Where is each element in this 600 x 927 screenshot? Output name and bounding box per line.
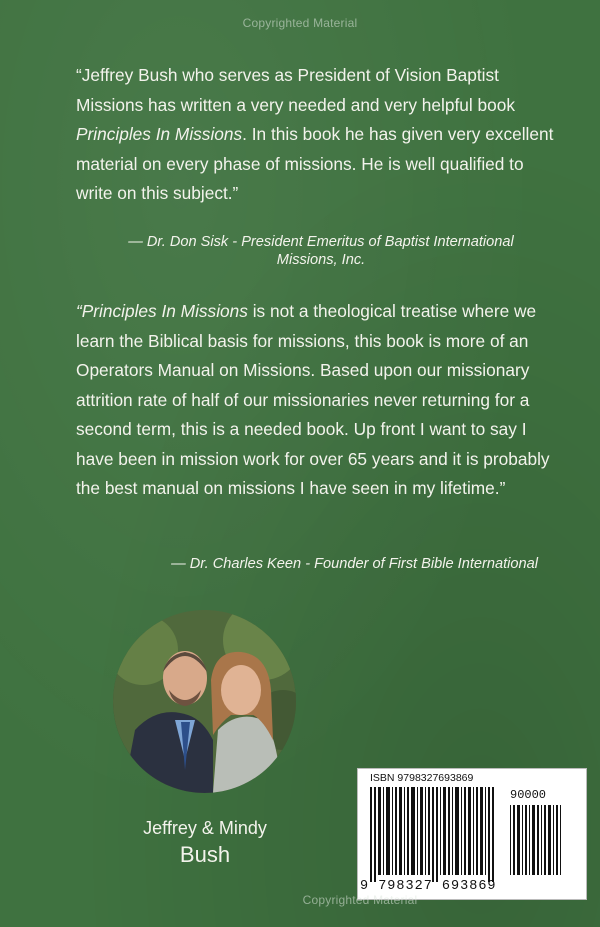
price-code: 90000 — [510, 788, 547, 802]
book-title: “Principles In Missions — [76, 301, 248, 321]
quote-text: . In this book he has given very excellent material on every phase of missions. He is well qualified to write on this subject.” — [76, 124, 554, 203]
author-first-names: Jeffrey & Mindy — [143, 818, 267, 838]
isbn-barcode — [357, 768, 587, 900]
author-photo-illustration — [113, 610, 296, 793]
quote-text: “Jeffrey Bush who serves as President of Vision Baptist Missions has written a very needed and very helpful book — [76, 65, 515, 115]
quote-text: is not a theological treatise where we learn the Biblical basis for missions, this book is more of an Operators Manual on Missions. Based upon our missionary attrition rate of half of our missionaries never returning for a second term, this is a needed book. Up front I want to say I have been in mission work for over 65 years and it is probably the best manual on missions I have seen in my lifetime.” — [76, 301, 550, 498]
attribution-keen: — Dr. Charles Keen - Founder of First Bible International — [171, 556, 538, 572]
copyright-watermark-top: Copyrighted Material — [242, 16, 358, 30]
barcode-digits: 9 798327 693869 — [360, 879, 497, 894]
author-photo — [113, 610, 296, 793]
isbn-label: ISBN 9798327693869 — [370, 772, 474, 784]
copyright-watermark-bottom: Copyrighted Material — [302, 893, 418, 907]
attribution-sisk: — Dr. Don Sisk - President Emeritus of Baptist International Missions, Inc. — [128, 234, 514, 268]
author-last-name: Bush — [179, 842, 231, 867]
book-title: Principles In Missions — [76, 124, 243, 144]
endorsement-quote-keen — [76, 297, 556, 504]
endorsement-quote-sisk — [76, 61, 556, 209]
